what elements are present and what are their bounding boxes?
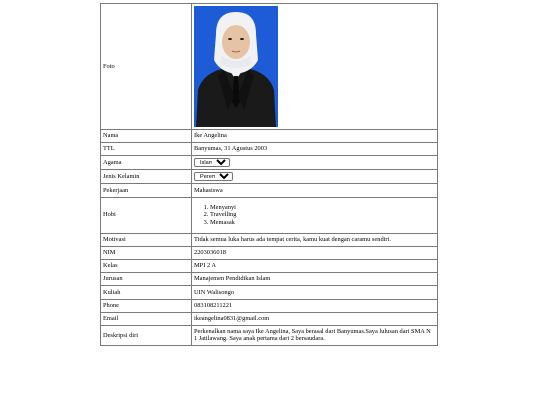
hobi-label: Hobi	[101, 197, 192, 233]
deskripsi-value: Perkenalkan nama saya Ike Angelina, Saya berasal dari Banyumas.Saya lulusan dari SMA N 1 Jatilawang. Saya anak pertama dari 2 bersaudara.	[192, 325, 438, 345]
row-pekerjaan	[101, 184, 438, 197]
nama-value: Ike Angelina	[192, 130, 438, 143]
row-ttl	[101, 143, 438, 156]
row-nim	[101, 246, 438, 259]
kuliah-label: Kuliah	[101, 286, 192, 299]
pekerjaan-label: Pekerjaan	[101, 184, 192, 197]
hobi-item: 3. Memasak	[210, 219, 435, 226]
hobi-cell	[192, 197, 438, 233]
phone-value: 083108211221	[192, 299, 438, 312]
row-foto	[101, 4, 438, 130]
hobi-item: 1. Menyanyi	[210, 204, 435, 211]
pekerjaan-value: Mahasiswa	[192, 184, 438, 197]
ttl-value: Banyumas, 31 Agustus 2003	[192, 143, 438, 156]
profile-photo	[194, 6, 278, 127]
jenis-kelamin-select[interactable]	[194, 172, 233, 181]
row-jurusan	[101, 273, 438, 286]
email-label: Email	[101, 312, 192, 325]
deskripsi-label: Deskripsi diri	[101, 325, 192, 345]
hobi-list	[194, 204, 435, 226]
row-agama	[101, 156, 438, 170]
foto-label: Foto	[101, 4, 192, 130]
jurusan-value: Manajemen Pendidikan Islam	[192, 273, 438, 286]
ttl-label: TTL	[101, 143, 192, 156]
agama-select[interactable]	[194, 158, 230, 167]
kelas-value: MPI 2 A	[192, 259, 438, 272]
hobi-item: 2. Travelling	[210, 211, 435, 218]
nim-label: NIM	[101, 246, 192, 259]
row-nama	[101, 130, 438, 143]
row-kelas	[101, 259, 438, 272]
row-hobi	[101, 197, 438, 233]
jenis-kelamin-cell	[192, 170, 438, 184]
row-kuliah	[101, 286, 438, 299]
row-jenis-kelamin	[101, 170, 438, 184]
email-value: ikeangelina0831@gmail.com	[192, 312, 438, 325]
row-phone	[101, 299, 438, 312]
profile-table	[100, 3, 438, 346]
motivasi-value: Tidak semua luka harus ada tempat cerita, kamu kuat dengan caramu sendiri.	[192, 233, 438, 246]
nim-value: 2203036018	[192, 246, 438, 259]
jenis-kelamin-label: Jenis Kelamin	[101, 170, 192, 184]
row-email	[101, 312, 438, 325]
motivasi-label: Motivasi	[101, 233, 192, 246]
foto-cell	[192, 4, 438, 130]
kelas-label: Kelas	[101, 259, 192, 272]
phone-label: Phone	[101, 299, 192, 312]
agama-label: Agama	[101, 156, 192, 170]
row-deskripsi	[101, 325, 438, 345]
row-motivasi	[101, 233, 438, 246]
kuliah-value: UIN Walisongo	[192, 286, 438, 299]
nama-label: Nama	[101, 130, 192, 143]
jurusan-label: Jurusan	[101, 273, 192, 286]
agama-cell	[192, 156, 438, 170]
